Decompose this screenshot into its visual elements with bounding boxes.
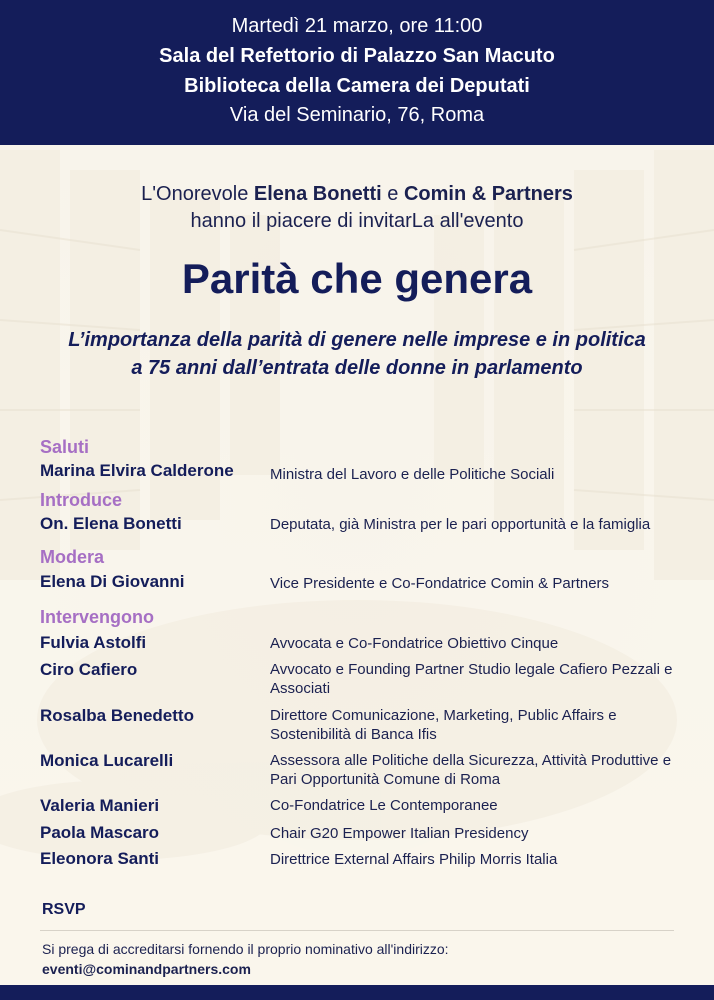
speaker-role: Ministra del Lavoro e delle Politiche Sociali <box>270 466 555 483</box>
section-label-saluti: Saluti <box>40 437 90 457</box>
speaker-role: Deputata, già Ministra per le pari opportunità e la famiglia <box>270 516 651 533</box>
speaker-name: Elena Di Giovanni <box>40 572 185 591</box>
speaker-name: Ciro Cafiero <box>40 660 138 679</box>
section-label-introduce: Introduce <box>40 490 123 510</box>
invitation-line-2: hanno il piacere di invitarLa all'evento <box>190 210 524 232</box>
speaker-role: Avvocata e Co-Fondatrice Obiettivo Cinque <box>270 635 559 652</box>
rsvp-heading: RSVP <box>42 901 86 918</box>
speaker-role: Direttore Comunicazione, Marketing, Public Affairs e Sostenibilità di Banca Ifis <box>270 707 617 743</box>
rsvp-divider <box>40 930 674 931</box>
speaker-name: Eleonora Santi <box>40 849 160 868</box>
speaker-name: Paola Mascaro <box>40 823 160 842</box>
event-organization: Biblioteca della Camera dei Deputati <box>184 75 530 97</box>
section-label-modera: Modera <box>40 547 105 567</box>
speaker-role: Chair G20 Empower Italian Presidency <box>270 825 529 842</box>
speaker-role: Co-Fondatrice Le Contemporanee <box>270 797 498 814</box>
speaker-role: Avvocato e Founding Partner Studio legale Cafiero Pezzali e Associati <box>270 661 673 697</box>
section-label-intervengono: Intervengono <box>40 607 155 627</box>
invitation-line-1 <box>0 183 714 206</box>
event-title: Parità che genera <box>181 255 533 302</box>
speaker-name: Rosalba Benedetto <box>40 706 194 725</box>
event-date-time: Martedì 21 marzo, ore 11:00 <box>231 15 483 37</box>
speaker-role: Direttrice External Affairs Philip Morris Italia <box>270 851 558 868</box>
event-header <box>0 0 714 145</box>
speaker-name: Marina Elvira Calderone <box>40 461 234 480</box>
speaker-name: On. Elena Bonetti <box>40 514 182 533</box>
event-subtitle-line-1: L’importanza della parità di genere nelle imprese e in politica <box>68 329 646 351</box>
event-subtitle-line-2: a 75 anni dall’entrata delle donne in parlamento <box>131 357 583 379</box>
rsvp-email-link[interactable]: eventi@cominandpartners.com <box>42 961 251 977</box>
speaker-name: Fulvia Astolfi <box>40 633 147 652</box>
speaker-role: Assessora alle Politiche della Sicurezza, Attività Produttive e Pari Opportunità Comune di Roma <box>270 752 672 788</box>
host-name-2: Comin & Partners <box>403 183 573 205</box>
event-venue: Sala del Refettorio di Palazzo San Macuto <box>159 45 555 67</box>
footer-bar <box>0 985 714 1000</box>
rsvp-note: Si prega di accreditarsi fornendo il proprio nominativo all'indirizzo: <box>42 941 449 957</box>
event-address: Via del Seminario, 76, Roma <box>229 104 485 126</box>
speaker-role: Vice Presidente e Co-Fondatrice Comin & Partners <box>270 575 610 592</box>
invitation-prefix: L'Onorevole <box>141 183 254 205</box>
invitation-conjunction: e <box>381 183 404 205</box>
speaker-name: Monica Lucarelli <box>40 751 174 770</box>
speaker-name: Valeria Manieri <box>40 796 160 815</box>
host-name-1: Elena Bonetti <box>253 183 382 205</box>
